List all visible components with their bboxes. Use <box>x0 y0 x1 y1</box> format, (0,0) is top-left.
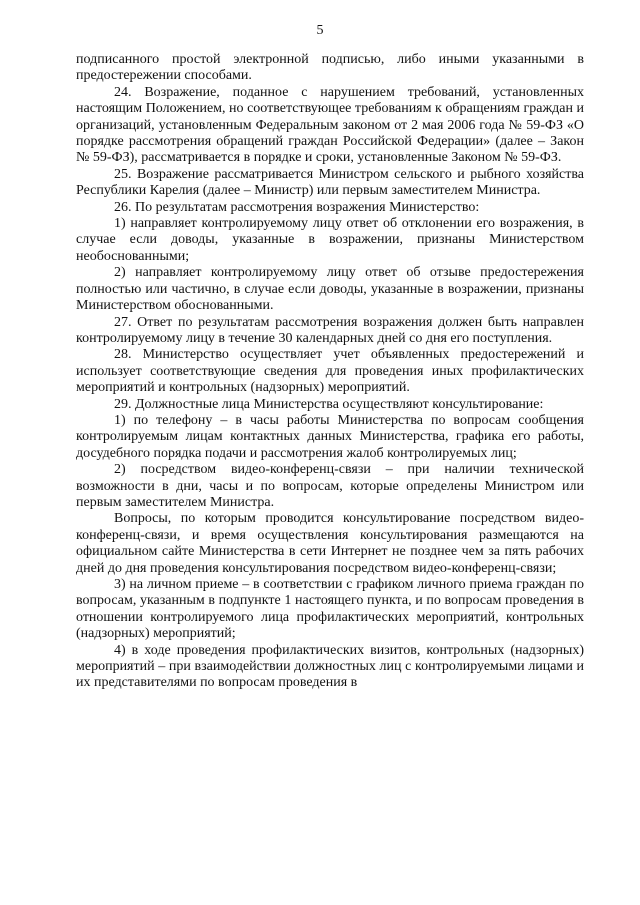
paragraph: Вопросы, по которым проводится консультирование посредством видео-конференц-связи, и время осуществления консультирования размещаются на официальном сайте Министерства в сети Интернет не позднее чем за пять рабочих дней до дня проведения консультирования посредством видео-конференц-связи; <box>76 511 584 576</box>
page-number: 5 <box>316 23 324 38</box>
paragraph: 2) посредством видео-конференц-связи – при наличии технической возможности в дни, часы и по вопросам, которые определены Министром или первым заместителем Министра. <box>76 462 584 510</box>
paragraph: 2) направляет контролируемому лицу ответ об отзыве предостережения полностью или частично, в случае если доводы, указанные в возражении, признаны Министерством обоснованными. <box>76 265 584 314</box>
paragraph: подписанного простой электронной подписью, либо иными указанными в предостережении способами. <box>76 52 584 84</box>
paragraph: 3) на личном приеме – в соответствии с графиком личного приема граждан по вопросам, указанным в подпункте 1 настоящего пункта, и по вопросам проведения в отношении контролируемого лица профилактических мероприятий, контрольных (надзорных) мероприятий; <box>76 577 584 642</box>
paragraph: 4) в ходе проведения профилактических визитов, контрольных (надзорных) мероприятий – при взаимодействии должностных лиц с контролируемыми лицами и их представителями по вопросам проведения в <box>76 642 584 691</box>
paragraph: 1) по телефону – в часы работы Министерства по вопросам сообщения контролируемым лицам контактных данных Министерства, графика его работы, досудебного порядка подачи и рассмотрения жалоб контролируемых лиц; <box>76 412 584 461</box>
paragraph: 1) направляет контролируемому лицу ответ об отклонении его возражения, в случае если доводы, указанные в возражении, признаны Министерством необоснованными; <box>76 216 584 264</box>
paragraph: 28. Министерство осуществляет учет объявленных предостережений и использует соответствующие сведения для проведения иных профилактических мероприятий и контрольных (надзорных) мероприятий. <box>76 347 584 396</box>
document-body <box>76 52 584 692</box>
paragraph: 29. Должностные лица Министерства осуществляют консультирование: <box>114 396 544 412</box>
paragraph: 26. По результатам рассмотрения возражения Министерство: <box>114 199 480 215</box>
paragraph: 24. Возражение, поданное с нарушением требований, установленных настоящим Положением, но соответствующее требованиям к обращениям граждан и организаций, установленным Федеральным законом от 2 мая 2006 года № 59-ФЗ «О порядке рассмотрения обращений граждан Российской Федерации» (далее – Закон № 59-ФЗ), рассматривается в порядке и сроки, установленные Законом № 59-ФЗ. <box>76 84 584 166</box>
paragraph: 25. Возражение рассматривается Министром сельского и рыбного хозяйства Республики Карелия (далее – Министр) или первым заместителем Министра. <box>76 166 584 199</box>
paragraph: 27. Ответ по результатам рассмотрения возражения должен быть направлен контролируемому лицу в течение 30 календарных дней со дня его поступления. <box>76 314 584 346</box>
